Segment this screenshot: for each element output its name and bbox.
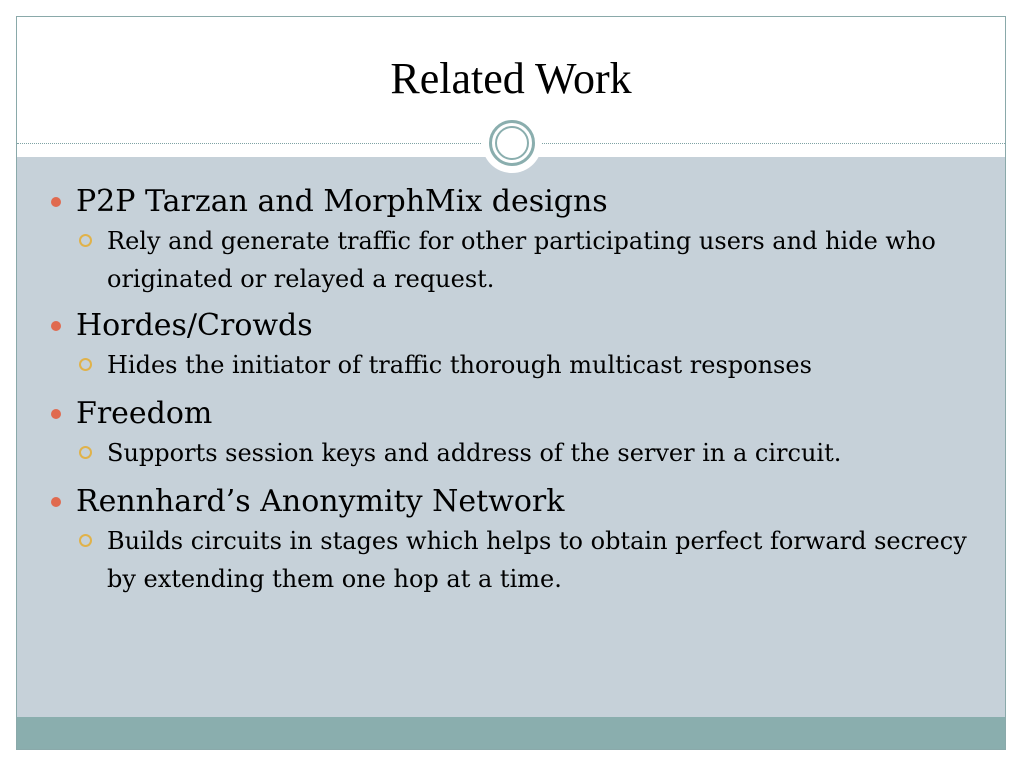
- bullet-heading: [17, 306, 976, 346]
- bullet-heading-text: Freedom: [76, 396, 213, 431]
- filled-circle-bullet-icon: [51, 497, 61, 507]
- bullet-heading: [17, 482, 976, 522]
- sub-bullet: [17, 222, 977, 298]
- sub-bullet: [17, 522, 977, 598]
- list-item: [17, 182, 1005, 298]
- sub-bullet: [17, 346, 977, 384]
- bullet-heading-text: P2P Tarzan and MorphMix designs: [76, 184, 608, 219]
- sub-bullet-text: Rely and generate traffic for other participating users and hide who originated or relayed a request.: [107, 227, 936, 293]
- bullet-heading-text: Rennhard’s Anonymity Network: [76, 484, 565, 519]
- filled-circle-bullet-icon: [51, 409, 61, 419]
- filled-circle-bullet-icon: [51, 197, 61, 207]
- sub-bullet-text: Hides the initiator of traffic thorough multicast responses: [107, 351, 812, 379]
- sub-bullet: [17, 434, 977, 472]
- bullet-list: [17, 182, 1005, 598]
- hollow-circle-bullet-icon: [79, 534, 92, 547]
- sub-bullet-text: Builds circuits in stages which helps to obtain perfect forward secrecy by extending them one hop at a time.: [107, 527, 967, 593]
- bullet-heading-text: Hordes/Crowds: [76, 308, 313, 343]
- list-item: [17, 482, 1005, 598]
- sub-bullet-text: Supports session keys and address of the server in a circuit.: [107, 439, 842, 467]
- list-item: [17, 394, 1005, 472]
- hollow-circle-bullet-icon: [79, 446, 92, 459]
- hollow-circle-bullet-icon: [79, 234, 92, 247]
- bullet-heading: [17, 182, 976, 222]
- footer-band: [17, 717, 1005, 750]
- slide: [16, 16, 1006, 750]
- hollow-circle-bullet-icon: [79, 358, 92, 371]
- inner-ring-icon: [495, 126, 529, 160]
- list-item: [17, 306, 1005, 384]
- filled-circle-bullet-icon: [51, 321, 61, 331]
- slide-title: Related Work: [390, 54, 632, 103]
- bullet-heading: [17, 394, 976, 434]
